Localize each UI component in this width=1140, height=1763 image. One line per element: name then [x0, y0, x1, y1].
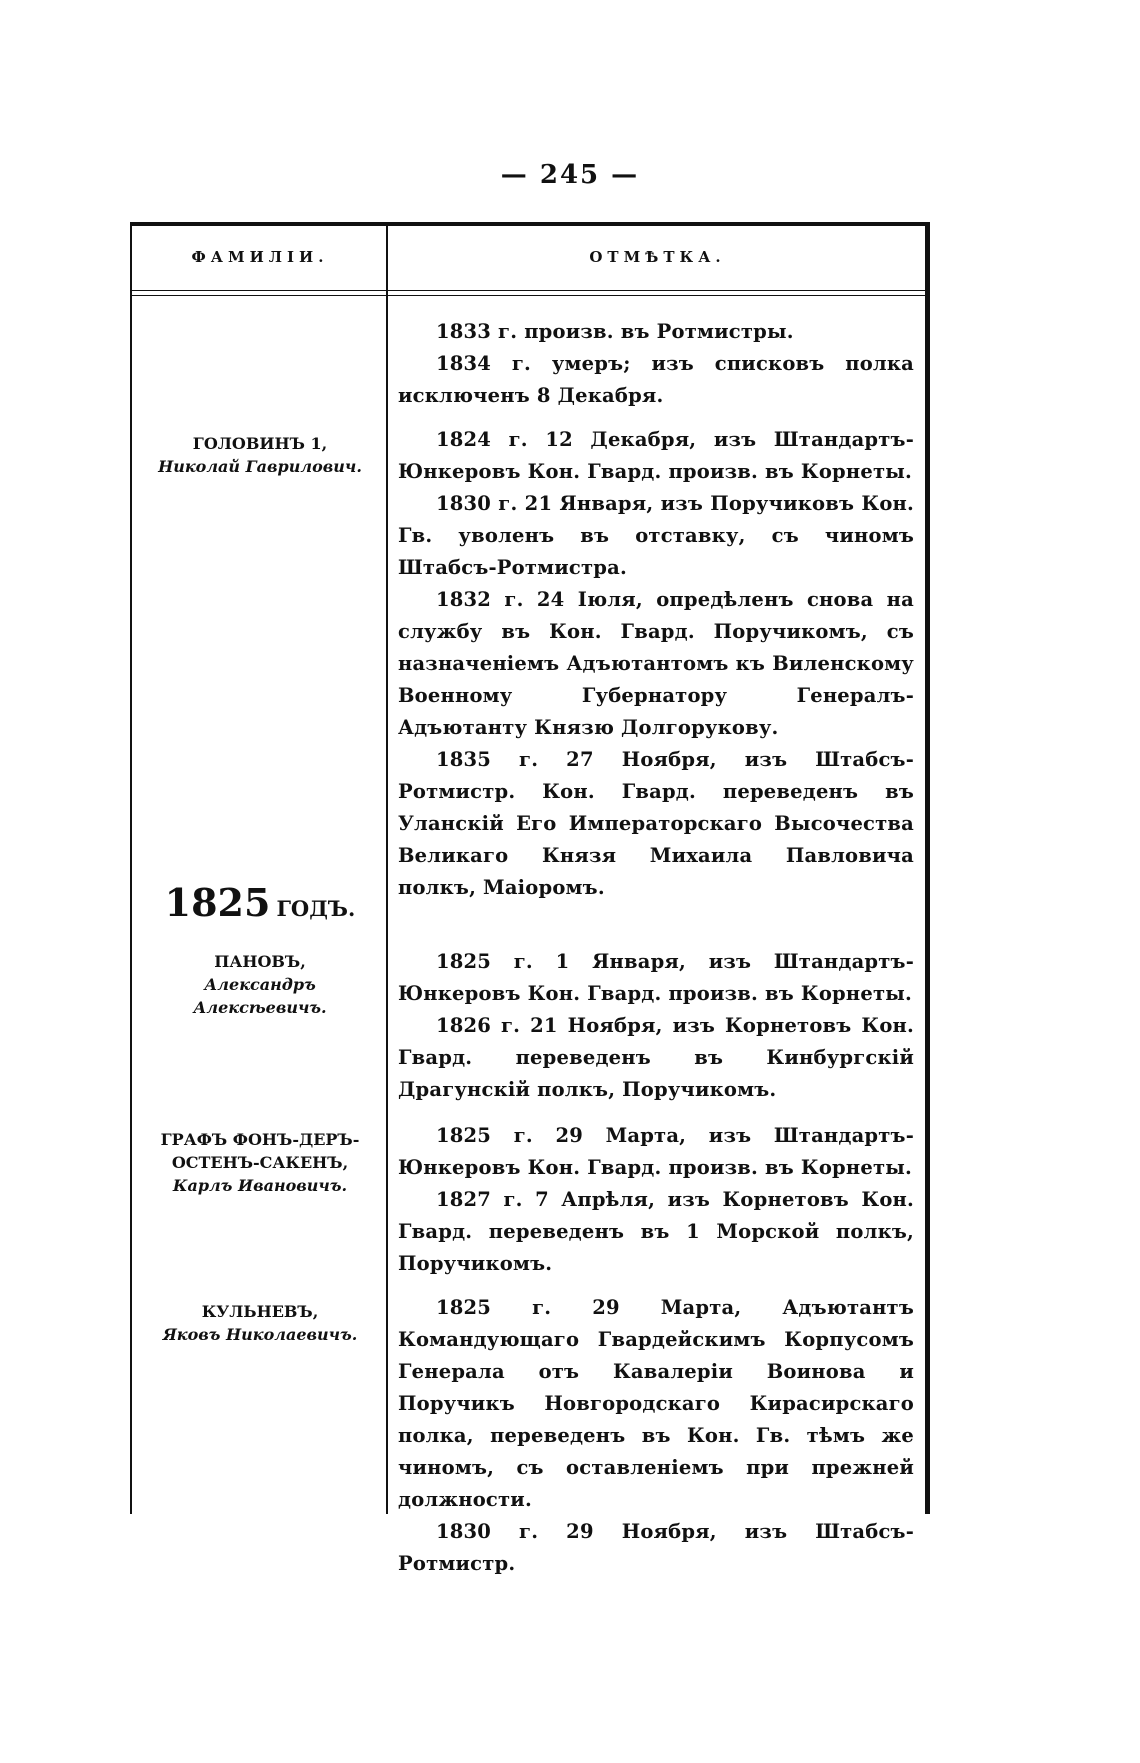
entry-notes-panov — [398, 946, 914, 1106]
note-line: 1830 г. 21 Января, изъ Поручиковъ Кон. Гв. уволенъ въ отставку, съ чиномъ Штабсъ-Ротмистра. — [398, 492, 914, 579]
note-line: 1826 г. 21 Ноября, изъ Корнетовъ Кон. Гвард. переведенъ въ Кинбургскій Драгунскій полкъ, Поручикомъ. — [398, 1014, 914, 1101]
note-line: 1824 г. 12 Декабря, изъ Штандартъ-Юнкеровъ Кон. Гвард. произв. въ Корнеты. — [398, 428, 914, 483]
note-line: 1827 г. 7 Апрѣля, изъ Корнетовъ Кон. Гвард. переведенъ въ 1 Морской полкъ, Поручикомъ. — [398, 1188, 914, 1275]
note-line: 1833 г. произв. въ Ротмистры. — [436, 320, 794, 343]
note-line: 1825 г. 29 Марта, изъ Штандартъ-Юнкеровъ Кон. Гвард. произв. въ Корнеты. — [398, 1124, 914, 1179]
entry-notes-osten-sacken — [398, 1120, 914, 1280]
given-name: Александръ Алексѣевичъ. — [193, 975, 327, 1017]
note-line: 1834 г. умеръ; изъ списковъ полка исключенъ 8 Декабря. — [398, 352, 914, 407]
entry-notes-0 — [398, 316, 914, 412]
year-word: ГОДЪ. — [276, 896, 356, 921]
surname: ГРАФЪ ФОНЪ-ДЕРЪ-ОСТЕНЪ-САКЕНЪ, — [160, 1130, 360, 1172]
header-surnames: ФАМИЛІИ. — [191, 248, 329, 266]
year-heading — [138, 880, 382, 925]
surname: КУЛЬНЕВЪ, — [201, 1302, 319, 1321]
note-line: 1830 г. 29 Ноября, изъ Штабсъ-Ротмистр. — [398, 1520, 914, 1575]
entry-notes-kulnev — [398, 1292, 914, 1580]
surname: ГОЛОВИНЪ 1, — [192, 434, 328, 453]
name-cell-kulnev — [138, 1300, 382, 1346]
note-line: 1832 г. 24 Іюля, опредѣленъ снова на службу въ Кон. Гвард. Поручикомъ, съ назначеніемъ Адъютантомъ къ Виленскому Военному Губернатору Генералъ-Адъютанту Князю Долгорукову. — [398, 588, 914, 739]
entry-notes-golovin — [398, 424, 914, 904]
name-cell-osten-sacken — [138, 1128, 382, 1197]
note-line: 1825 г. 29 Марта, Адъютантъ Командующаго Гвардейскимъ Корпусомъ Генерала отъ Кавалеріи Воинова и Поручикъ Новгородскаго Кирасирскаго полка, переведенъ въ Кон. Гв. тѣмъ же чиномъ, съ оставленіемъ при прежней должности. — [398, 1296, 914, 1511]
given-name: Карлъ Ивановичъ. — [172, 1176, 348, 1195]
header-rule — [132, 290, 925, 296]
note-line: 1825 г. 1 Января, изъ Штандартъ-Юнкеровъ Кон. Гвард. произв. въ Корнеты. — [398, 950, 914, 1005]
year-number: 1825 — [164, 880, 271, 925]
header-notes: ОТМѢТКА. — [589, 248, 726, 266]
name-cell-panov — [138, 950, 382, 1019]
surname: ПАНОВЪ, — [214, 952, 306, 971]
given-name: Николай Гаврилович. — [158, 457, 362, 476]
column-divider — [386, 226, 388, 1514]
page-number: — 245 — — [500, 160, 640, 190]
given-name: Яковъ Николаевичъ. — [162, 1325, 358, 1344]
note-line: 1835 г. 27 Ноября, изъ Штабсъ-Ротмистр. Кон. Гвард. переведенъ въ Уланскій Его Императорскаго Высочества Великаго Князя Михаила Павловича полкъ, Маіоромъ. — [398, 748, 914, 899]
name-cell-golovin — [138, 432, 382, 478]
